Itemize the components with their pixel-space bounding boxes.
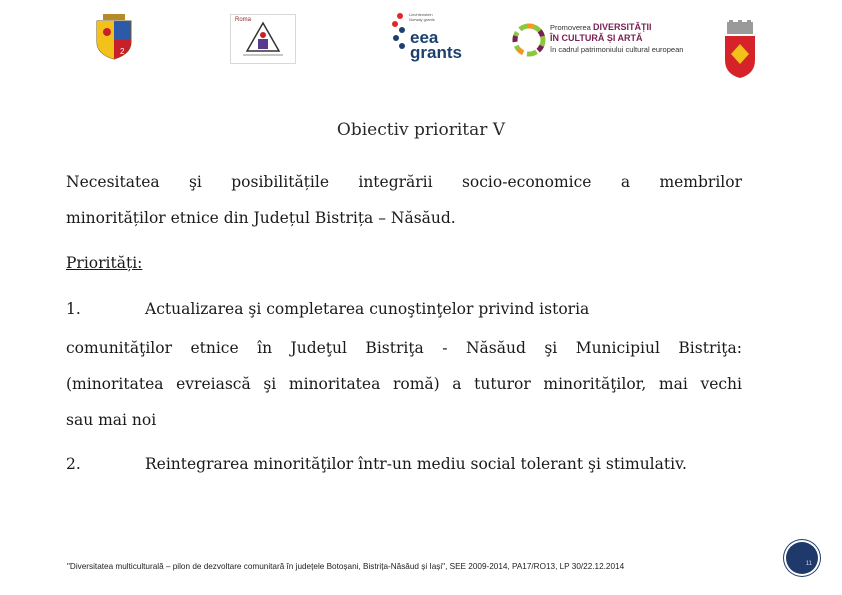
- item-2-number: 2.: [66, 455, 81, 473]
- city-crest-icon: [723, 20, 757, 80]
- diversity-line3: în cadrul patrimoniului cultural european: [550, 45, 684, 54]
- intro-line-2: minorităților etnice din Județul Bistrița – Năsăud.: [66, 209, 456, 227]
- diversity-line1-prefix: Promoverea: [550, 23, 591, 32]
- item-1-first-line: Actualizarea şi completarea cunoştinţelor privind istoria: [145, 300, 590, 318]
- eea-line1: eea: [410, 28, 439, 47]
- city-crest-logo: [723, 20, 757, 80]
- eea-grants-logo: [388, 8, 468, 68]
- county-crest-icon: [93, 14, 135, 60]
- diversity-line2: ÎN CULTURĂ ȘI ARTĂ: [550, 33, 643, 43]
- eea-small-text: Liechtenstein Norway grants: [409, 12, 435, 22]
- priorities-heading: Priorități:: [66, 254, 143, 272]
- eea-grants-wordmark: [410, 30, 462, 60]
- eea-dots-icon: [388, 10, 410, 66]
- diversity-program-text: [550, 22, 683, 55]
- svg-text:2: 2: [120, 47, 125, 56]
- diversity-circle-icon: [510, 20, 548, 60]
- page-title: Obiectiv prioritar V: [336, 120, 506, 140]
- diversity-line1-bold: DIVERSITĂȚII: [592, 22, 652, 32]
- diversity-program-logo: [510, 18, 682, 66]
- association-logo-title: Roma: [235, 17, 252, 23]
- item-2-first-line: Reintegrarea minorităţilor într-un mediu social tolerant şi stimulativ.: [145, 455, 687, 473]
- county-crest-logo: [93, 14, 135, 60]
- item-1-line-4: sau mai noi: [66, 411, 157, 429]
- intro-line-1: Necesitatea şi posibilitățile integrării socio-economice a membrilor: [66, 173, 742, 191]
- item-1-line-3: (minoritatea evreiască şi minoritatea romă) a tuturor minorităţilor, mai vechi: [66, 375, 742, 393]
- item-1-number: 1.: [66, 300, 81, 318]
- item-1-line-2: comunităţilor etnice în Judeţul Bistriţa - Năsăud şi Municipiul Bistriţa:: [66, 339, 742, 357]
- eea-line2: grants: [410, 43, 462, 62]
- page-number-badge[interactable]: [786, 542, 818, 574]
- association-logo: [230, 14, 296, 64]
- page-number: 11: [805, 561, 812, 567]
- footnote: "Diversitatea multiculturală – pilon de dezvoltare comunitară în județele Botoșani, Bistrița-Năsăud și Iași", SEE 2009-2014, PA17/RO13, LP 30/22.12.2014: [67, 562, 625, 571]
